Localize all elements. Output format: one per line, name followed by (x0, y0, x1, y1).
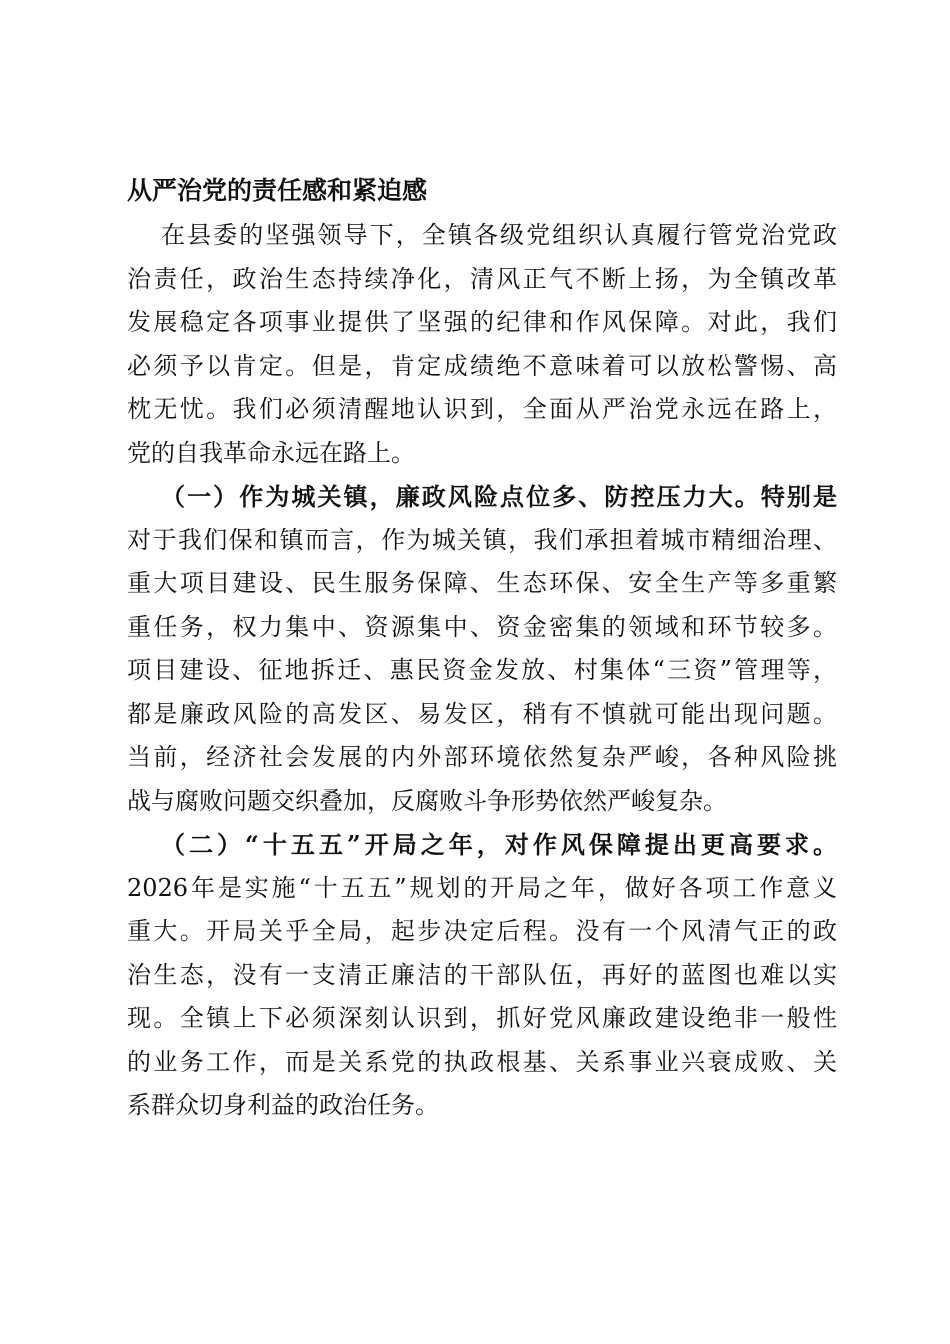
text-line: 的业务工作，而是关系党的执政根基、关系事业兴衰成败、关 (127, 1047, 837, 1076)
text-line: 当前，经济社会发展的内外部环境依然复杂严峻，各种风险挑 (127, 743, 837, 771)
text-line: 系群众切身利益的政治任务。 (127, 1091, 439, 1119)
subheading-line: （二）“十五五”开局之年，对作风保障提出更高要求。 (161, 830, 837, 859)
text-line: 重大项目建设、民生服务保障、生态环保、安全生产等多重繁 (127, 569, 837, 597)
paragraph-3 (127, 823, 837, 1128)
text-line: 党的自我革命永远在路上。 (127, 438, 415, 467)
text-line: 在县委的坚强领导下，全镇各级党组织认真履行管党治党政 (161, 221, 837, 249)
text-line: 战与腐败问题交织叠加，反腐败斗争形势依然严峻复杂。 (127, 786, 727, 815)
text-line: 重大。开局关乎全局，起步决定后程。没有一个风清气正的政 (127, 917, 837, 945)
text-line: 现。全镇上下必须深刻认识到，抓好党风廉政建设绝非一般性 (127, 1004, 837, 1032)
text-line: 对于我们保和镇而言，作为城关镇，我们承担着城市精细治理、 (127, 525, 837, 554)
text-line: 发展稳定各项事业提供了坚强的纪律和作风保障。对此，我们 (127, 308, 837, 336)
text-line: 项目建设、征地拆迁、惠民资金发放、村集体“三资”管理等， (127, 656, 837, 684)
text-line: 都是廉政风险的高发区、易发区，稍有不慎就可能出现问题。 (127, 699, 837, 728)
section-heading: 从严治党的责任感和紧迫感 (127, 176, 428, 205)
subheading-line: （一）作为城关镇，廉政风险点位多、防控压力大。特别是 (161, 482, 837, 511)
document-body (127, 168, 837, 1128)
text-line: 必须予以肯定。但是，肯定成绩绝不意味着可以放松警惕、高 (127, 351, 837, 380)
paragraph-1 (127, 214, 837, 475)
text-line: 枕无忧。我们必须清醒地认识到，全面从严治党永远在路上， (127, 395, 837, 423)
text-line: 2026年是实施“十五五”规划的开局之年，做好各项工作意义 (127, 873, 837, 902)
text-line: 治生态，没有一支清正廉洁的干部队伍，再好的蓝图也难以实 (127, 960, 837, 989)
paragraph-2 (127, 475, 837, 823)
text-line: 重任务，权力集中、资源集中、资金密集的领域和环节较多。 (127, 612, 837, 641)
text-line: 治责任，政治生态持续净化，清风正气不断上扬，为全镇改革 (127, 264, 837, 293)
